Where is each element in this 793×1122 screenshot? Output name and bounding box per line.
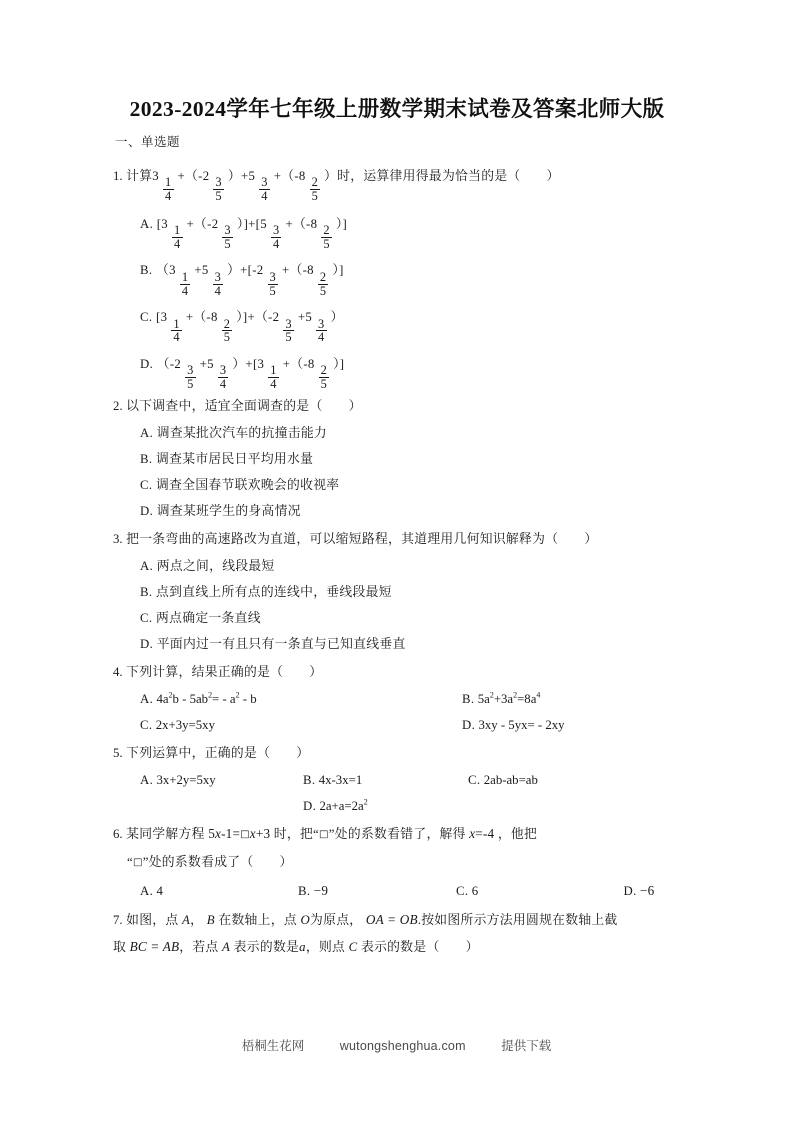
question-3: [113, 526, 681, 657]
fraction-numerator: 1: [173, 316, 180, 331]
fraction-1-4: [268, 364, 279, 390]
question-1: [113, 156, 681, 391]
option-label: B.: [140, 584, 153, 599]
fraction-denominator: 4: [214, 283, 222, 298]
fraction-denominator: 4: [261, 189, 268, 204]
question-6-option-d[interactable]: [624, 877, 681, 905]
question-2-option-d[interactable]: [113, 498, 681, 524]
question-1-stem: [113, 156, 681, 203]
question-1-stem-part-1: +（-2: [177, 169, 210, 183]
question-7-text-8: 表示的数是: [233, 939, 300, 954]
option-text-1: （-2: [156, 356, 182, 371]
question-2-option-b[interactable]: [113, 446, 681, 472]
question-6-option-b[interactable]: [298, 877, 456, 905]
question-7-stem-line-1: [113, 907, 681, 933]
fraction-denominator: 5: [320, 376, 328, 391]
fraction-2-5: [318, 271, 329, 297]
equation-1: [208, 826, 270, 841]
fraction-2-5: [222, 318, 233, 344]
fraction-denominator: 5: [311, 189, 319, 204]
fraction-3-5: [268, 271, 279, 297]
option-text: 4: [156, 883, 163, 898]
fraction-2-5: [321, 224, 332, 250]
footer-action: 提供下载: [501, 1039, 552, 1053]
option-text-3: ）]+[5: [236, 216, 267, 231]
question-7-text-7: ，若点: [179, 939, 219, 954]
option-text-5: ）]: [335, 216, 348, 231]
option-label: B.: [303, 772, 316, 787]
option-text: 2ab-ab=ab: [483, 772, 538, 787]
fraction-numerator: 1: [181, 269, 189, 284]
fraction-denominator: 5: [223, 330, 231, 345]
question-4: [113, 659, 681, 738]
option-text-4: - b: [239, 691, 257, 706]
fraction-numerator: 3: [261, 175, 268, 190]
equation-oa-ob: OA = OB: [365, 911, 418, 927]
option-text: 6: [471, 883, 479, 898]
fraction-denominator: 5: [285, 330, 292, 345]
option-text-3: =8a: [517, 691, 537, 706]
question-7-stem-line-2: [113, 934, 681, 960]
question-1-option-b[interactable]: [113, 250, 681, 297]
question-7-number: 7.: [113, 912, 123, 927]
question-5-options-row-1: [113, 767, 681, 793]
fraction-denominator: 4: [270, 376, 277, 391]
fraction-denominator: 4: [181, 283, 189, 298]
question-5-option-a[interactable]: [140, 767, 303, 793]
footer-site-name: 梧桐生花网: [241, 1039, 305, 1053]
variable-x: x: [215, 825, 222, 841]
option-text-4: +5: [297, 310, 313, 325]
fraction-numerator: 3: [285, 316, 292, 331]
option-label: B.: [140, 263, 153, 278]
question-3-stem-text: 把一条弯曲的高速路改为直道，可以缩短路程，其道理用几何知识解释为（: [126, 531, 559, 546]
question-4-option-c[interactable]: [140, 712, 462, 738]
question-5-stem-text: 下列运算中，正确的是（: [126, 745, 271, 760]
fraction-denominator: 5: [323, 236, 330, 251]
question-3-option-a[interactable]: [113, 553, 681, 579]
question-4-stem: [113, 659, 681, 685]
fraction-numerator: 2: [320, 363, 328, 378]
fraction-1-4: [163, 176, 174, 202]
exponent: 4: [536, 690, 541, 700]
option-label: B.: [297, 883, 311, 898]
fraction-1-4: [171, 318, 182, 344]
question-2-option-c[interactable]: [113, 472, 681, 498]
fraction-2-5: [319, 364, 330, 390]
fraction-numerator: 2: [223, 316, 231, 331]
coefficient: 5: [208, 825, 215, 841]
option-label: A.: [140, 772, 154, 787]
option-text-3: ）+[3: [232, 356, 265, 371]
question-6-number: 6.: [113, 826, 123, 841]
point-c-label: C: [348, 939, 358, 954]
equation-2: [469, 826, 494, 841]
box-placeholder-icon: □: [240, 828, 250, 840]
question-1-option-c[interactable]: [113, 297, 681, 344]
fraction-denominator: 5: [224, 236, 231, 251]
question-7-text-10: 表示的数是（: [360, 939, 440, 954]
exponent: 2: [235, 690, 240, 700]
fraction-denominator: 4: [173, 330, 180, 345]
fraction-numerator: 2: [319, 269, 327, 284]
option-text: −6: [639, 882, 655, 898]
fraction-denominator: 5: [319, 283, 327, 298]
variable-x: x: [469, 825, 476, 841]
option-text-2: +（-2: [186, 216, 219, 231]
question-7: [113, 907, 681, 960]
variable-x: x: [249, 825, 256, 841]
fraction-3-5: [185, 364, 196, 390]
fraction-numerator: 3: [215, 175, 222, 190]
footer-url: wutongshenghua.com: [339, 1039, 466, 1053]
fraction-numerator: 1: [165, 175, 172, 190]
box-placeholder-icon: □: [132, 856, 143, 868]
fraction-numerator: 3: [187, 363, 194, 378]
question-1-stem-part-3: +（-8: [273, 169, 306, 183]
fraction-denominator: 5: [187, 376, 194, 391]
question-5: [113, 740, 681, 819]
option-text-2: b - 5ab: [172, 691, 209, 706]
question-6-text-5: ”处的系数看成了（: [142, 854, 254, 869]
fraction-3-5: [213, 176, 224, 202]
fraction-numerator: 3: [269, 269, 276, 284]
equation-part: -1=: [221, 825, 241, 841]
point-b-label: B: [206, 912, 215, 927]
option-text: 3xy - 5yx= - 2xy: [478, 717, 565, 732]
question-4-stem-end: ）: [309, 664, 323, 679]
question-7-text-2: ，: [190, 912, 204, 927]
fraction-numerator: 1: [174, 223, 181, 238]
option-text: −9: [313, 882, 329, 898]
question-3-stem: [113, 526, 681, 552]
question-7-text-3: 在数轴上，点: [218, 912, 297, 927]
option-text: 4x-3x=1: [318, 772, 363, 787]
option-label: D.: [140, 636, 154, 651]
box-placeholder-icon: □: [319, 828, 329, 840]
option-label: A.: [140, 216, 154, 231]
option-text-3: = - a: [212, 691, 236, 706]
page-title: 2023-2024学年七年级上册数学期末试卷及答案北师大版: [129, 97, 665, 121]
question-1-stem-part-5: ）: [546, 169, 560, 183]
option-label: B.: [140, 451, 153, 466]
question-3-option-b[interactable]: [113, 579, 681, 605]
question-2: [113, 393, 681, 524]
exponent: 2: [168, 690, 173, 700]
question-1-stem-part-4: ）时，运算律用得最为恰当的是（: [324, 169, 521, 183]
option-text-5: ）: [330, 310, 344, 325]
fraction-3-4: [271, 224, 282, 250]
option-text-1: 5a: [477, 691, 490, 706]
question-2-stem-end: ）: [348, 398, 362, 413]
fraction-denominator: 4: [272, 236, 280, 251]
question-6-text-end: ）: [279, 854, 293, 869]
option-text-2: +（-8: [185, 310, 218, 325]
fraction-3-4: [316, 318, 327, 344]
fraction-numerator: 1: [270, 363, 277, 378]
question-4-stem-text: 下列计算，结果正确的是（: [126, 664, 284, 679]
question-2-stem-text: 以下调查中，适宜全面调查的是（: [126, 398, 323, 413]
question-4-option-b[interactable]: [462, 686, 784, 712]
question-2-option-a[interactable]: [113, 420, 681, 446]
option-text-5: ）]: [332, 263, 344, 278]
question-3-stem-end: ）: [584, 531, 598, 546]
option-text: 2a+a=2a: [319, 798, 364, 813]
fraction-denominator: 4: [219, 376, 227, 391]
fraction-1-4: [180, 271, 191, 297]
question-1-stem-part-2: ）+5: [227, 169, 256, 183]
point-a-label: A: [222, 939, 231, 954]
option-text: 平面内过一有且只有一条直与已知直线垂直: [156, 636, 406, 651]
option-text: 两点之间，线段最短: [156, 558, 275, 573]
fraction-2-5: [310, 176, 321, 202]
option-label: C.: [140, 477, 153, 492]
question-5-stem: [113, 740, 681, 766]
exponent: 2: [363, 797, 368, 807]
option-text: 调查某批次汽车的抗撞击能力: [156, 425, 328, 440]
question-1-option-d[interactable]: [113, 344, 681, 391]
option-label: D.: [303, 798, 317, 813]
option-label: A.: [140, 425, 154, 440]
exponent: 2: [513, 690, 518, 700]
option-label: C.: [140, 610, 153, 625]
option-text: 2x+3y=5xy: [155, 717, 215, 732]
question-7-text-6: 取: [113, 939, 127, 954]
question-5-options-row-2: [113, 793, 681, 819]
question-1-option-a[interactable]: [113, 204, 681, 251]
question-6: [113, 821, 681, 905]
spacer: [140, 793, 303, 819]
exponent: 2: [489, 690, 494, 700]
option-label: A.: [140, 691, 154, 706]
question-4-number: 4.: [113, 664, 123, 679]
option-label: D.: [140, 503, 154, 518]
option-text-1: [3: [156, 216, 169, 231]
fraction-3-5: [283, 318, 294, 344]
question-4-options-row-1: [113, 686, 681, 712]
option-label: A.: [140, 558, 154, 573]
question-7-text-1: 如图，点: [126, 912, 179, 927]
question-5-number: 5.: [113, 745, 123, 760]
option-text: 调查全国春节联欢晚会的收视率: [156, 477, 340, 492]
fraction-3-4: [259, 176, 270, 202]
option-text-4: +（-8: [285, 216, 318, 231]
question-7-text-9: ，则点: [305, 939, 346, 954]
fraction-numerator: 3: [272, 223, 280, 238]
equation-value: =-4: [475, 825, 495, 841]
point-o-label: O: [300, 912, 310, 927]
option-text: 调查某班学生的身高情况: [156, 503, 301, 518]
fraction-3-4: [218, 364, 229, 390]
option-label: C.: [140, 310, 153, 325]
question-6-text-3: ”处的系数看错了，解得: [328, 826, 466, 841]
question-7-text-5: .按如图所示方法用圆规在数轴上截: [417, 912, 618, 927]
question-6-text-2: 时，把“: [273, 826, 320, 841]
question-3-number: 3.: [113, 531, 123, 546]
option-label: D.: [623, 883, 637, 898]
fraction-numerator: 3: [214, 269, 222, 284]
question-6-stem-line-2: [113, 849, 681, 876]
question-5-option-b[interactable]: [303, 767, 468, 793]
question-3-option-c[interactable]: [113, 605, 681, 631]
equation-part: +3: [255, 825, 271, 841]
question-5-option-c[interactable]: [468, 767, 648, 793]
question-6-quote-open: “: [127, 854, 133, 869]
fraction-numerator: 2: [323, 223, 330, 238]
question-6-option-a[interactable]: [140, 877, 298, 905]
option-text-1: 4a: [156, 691, 169, 706]
option-text: 3x+2y=5xy: [156, 772, 216, 787]
option-label: A.: [140, 883, 154, 898]
question-5-option-d[interactable]: [303, 793, 468, 819]
option-text: 点到直线上所有点的连线中，垂线段最短: [156, 584, 392, 599]
option-text-1: （3: [156, 263, 176, 278]
section-header: 一、单选题: [115, 135, 181, 149]
fraction-3-5: [222, 224, 233, 250]
option-text: 两点确定一条直线: [156, 610, 261, 625]
option-text-5: ）]: [333, 356, 345, 371]
option-text-2: +5: [194, 263, 209, 278]
option-text-2: +5: [199, 356, 214, 371]
fraction-numerator: 3: [219, 363, 227, 378]
fraction-3-4: [213, 271, 224, 297]
option-text-3: ）]+（-2: [236, 310, 280, 325]
fraction-denominator: 4: [165, 189, 172, 204]
question-5-stem-end: ）: [296, 745, 310, 760]
question-2-number: 2.: [113, 398, 123, 413]
fraction-denominator: 5: [269, 283, 276, 298]
exponent: 2: [208, 690, 213, 700]
footer-watermark: [0, 1036, 793, 1054]
question-6-text-4: ，他把: [497, 826, 538, 841]
question-7-text-4: 为原点，: [310, 912, 363, 927]
option-text: 调查某市居民日平均用水量: [156, 451, 314, 466]
question-6-stem-line-1: [113, 821, 681, 848]
option-label: C.: [140, 717, 153, 732]
question-2-stem: [113, 393, 681, 419]
document-content: [113, 92, 681, 962]
fraction-1-4: [172, 224, 183, 250]
option-text-3: ）+[-2: [227, 263, 264, 278]
question-6-option-c[interactable]: [456, 877, 624, 905]
option-text-1: [3: [156, 310, 168, 325]
option-label: D.: [140, 356, 154, 371]
fraction-denominator: 5: [215, 189, 222, 204]
option-text-4: +（-8: [282, 263, 314, 278]
option-text-2: +3a: [493, 691, 514, 706]
fraction-denominator: 4: [318, 330, 325, 345]
fraction-denominator: 4: [174, 236, 181, 251]
fraction-numerator: 3: [318, 316, 325, 331]
variable-a: a: [299, 939, 306, 954]
option-label: C.: [468, 772, 481, 787]
fraction-numerator: 3: [224, 223, 231, 238]
equation-bc-ab: BC = AB: [129, 938, 180, 954]
point-a-label: A: [182, 912, 191, 927]
fraction-numerator: 2: [311, 175, 319, 190]
question-6-text-1: 某同学解方程: [126, 826, 205, 841]
question-1-stem-text: 计算3: [126, 169, 160, 183]
question-3-option-d[interactable]: [113, 631, 681, 657]
question-6-options-row: [113, 877, 681, 905]
question-1-number: 1.: [113, 169, 123, 183]
option-text-4: +（-8: [282, 356, 315, 371]
option-label: C.: [455, 883, 469, 898]
question-4-options-row-2: [113, 712, 681, 738]
question-4-option-a[interactable]: [140, 686, 462, 712]
option-label: B.: [462, 691, 475, 706]
question-7-text-end: ）: [465, 939, 479, 954]
option-label: D.: [462, 717, 476, 732]
question-4-option-d[interactable]: [462, 712, 784, 738]
